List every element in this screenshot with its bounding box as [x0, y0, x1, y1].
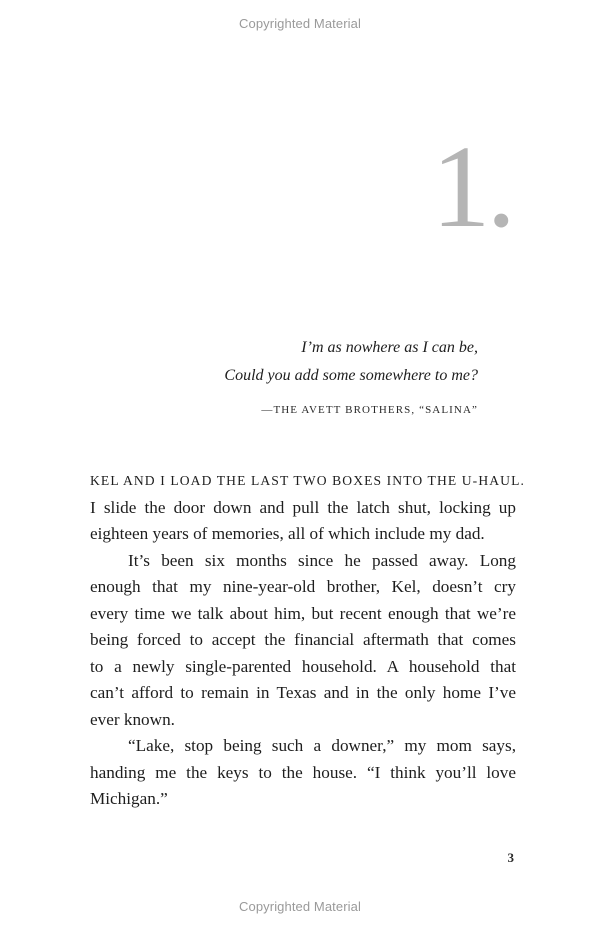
text-line: I slide the door down and pull the latch shut, locking up [90, 497, 516, 517]
page-number: 3 [507, 850, 514, 865]
chapter-body-text [90, 468, 525, 813]
epigraph-attribution: —THE AVETT BROTHERS, “SALINA” [261, 404, 478, 416]
epigraph-line: I’m as nowhere as I can be, [301, 339, 478, 356]
text-line: can’t afford to remain in Texas and in the only home I’ve [90, 683, 516, 702]
text-line: eighteen years of memories, all of which include my dad. [90, 524, 485, 543]
text-line: enough that my nine-year-old brother, Kel, doesn’t cry [90, 577, 516, 596]
epigraph-line: Could you add some somewhere to me? [224, 367, 478, 384]
text-line: It’s been six months since he passed away. Long [128, 550, 516, 570]
text-line: every time we talk about him, but recent enough that we’re [90, 603, 516, 623]
chapter-number: 1. [431, 121, 512, 252]
text-line: ever known. [90, 709, 175, 729]
text-line: being forced to accept the financial aftermath that comes [90, 630, 516, 649]
opening-line: KEL AND I LOAD THE LAST TWO BOXES INTO THE U-HAUL. [90, 473, 525, 488]
epigraph [224, 334, 478, 390]
copyright-watermark-bottom: Copyrighted Material [239, 899, 361, 914]
text-line: “Lake, stop being such a downer,” my mom says, [128, 736, 516, 755]
copyright-watermark-top: Copyrighted Material [239, 16, 361, 31]
text-line: Michigan.” [90, 789, 168, 808]
text-line: to a newly single-parented household. A household that [90, 656, 516, 676]
text-line: handing me the keys to the house. “I think you’ll love [90, 762, 516, 782]
